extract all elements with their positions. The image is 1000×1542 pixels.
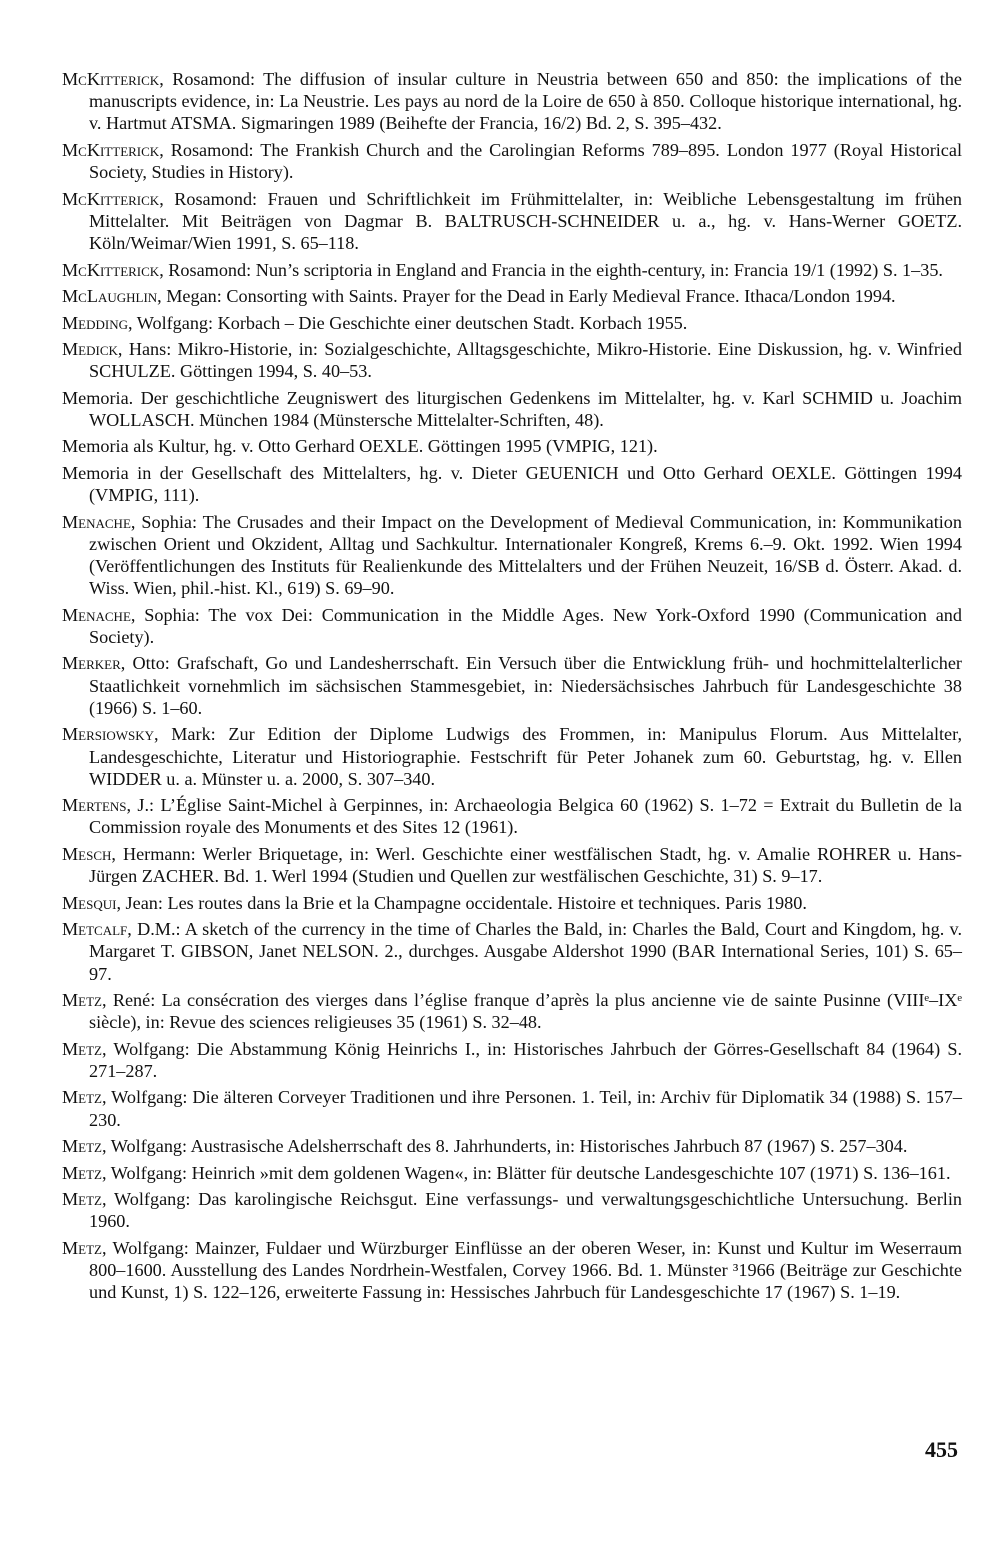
bibliography-entry [62,285,962,307]
entry-text: , Wolfgang: Austrasische Adelsherrschaft des 8. Jahrhunderts, in: Historisches Jahrbuch 87 (1967) S. 257–304. [102,1136,908,1157]
entry-text: , Wolfgang: Korbach – Die Geschichte einer deutschen Stadt. Korbach 1955. [128,312,688,333]
bibliography-entry [62,312,962,334]
entry-author: Menache [62,604,131,625]
bibliography-entry [62,338,962,382]
entry-text: , Sophia: The Crusades and their Impact on the Development of Medieval Communication, in: Kommunikation zwischen Orient und Okzident, Alltag und Sachkultur. Internationaler Kongreß, Krems 6.–9. Okt. 1992. Wien 1994 (Veröffentlichungen des Instituts für Realienkunde des Mittelalters und der Frühen Neuzeit, 16/SB d. Österr. Akad. d. Wiss. Wien, phil.-hist. Kl., 619) S. 69–90. [89,511,962,599]
entry-text: , Wolfgang: Die älteren Corveyer Traditionen und ihre Personen. 1. Teil, in: Archiv für Diplomatik 34 (1988) S. 157–230. [89,1087,962,1130]
bibliography-entry [62,843,962,887]
entry-text: , Wolfgang: Mainzer, Fuldaer und Würzburger Einflüsse an der oberen Weser, in: Kunst und Kultur im Weserraum 800–1600. Ausstellung des Landes Nordrhein-Westfalen, Corvey 1966. Bd. 1. Münster ³1966 (Beiträge zur Geschichte und Kunst, 1) S. 122–126, erweiterte Fassung in: Hessisches Jahrbuch für Landesgeschichte 17 (1967) S. 1–19. [89,1237,962,1303]
entry-text: , Otto: Grafschaft, Go und Landesherrschaft. Ein Versuch über die Entwicklung früh- und hochmittelalterlicher Staatlichkeit vornehmlich im sächsischen Stammesgebiet, in: Niedersächsisches Jahrbuch für Landesgeschichte 38 (1966) S. 1–60. [89,653,962,718]
page-number: 455 [925,1437,958,1462]
bibliography-entry [62,511,962,600]
entry-author: Menache [62,511,131,532]
entry-author: Merker [62,653,121,674]
bibliography-entry [62,68,962,135]
entry-author: Metz [62,1189,102,1210]
entry-text: , Wolfgang: Das karolingische Reichsgut. Eine verfassungs- und verwaltungsgeschichtliche Untersuchung. Berlin 1960. [89,1189,962,1232]
entry-author: Mersiowsky [62,724,155,745]
entry-author: McKitterick [62,259,160,280]
bibliography-entry [62,188,962,255]
entry-text: , Sophia: The vox Dei: Communication in the Middle Ages. New York-Oxford 1990 (Communication and Society). [89,604,962,647]
entry-text: Memoria. Der geschichtliche Zeugniswert des liturgischen Gedenkens im Mittelalter, hg. v. Karl SCHMID u. Joachim WOLLASCH. München 1984 (Münstersche Mittelalter-Schriften, 48). [62,387,962,430]
entry-text: , J.: L’Église Saint-Michel à Gerpinnes, in: Archaeologia Belgica 60 (1962) S. 1–72 = Extrait du Bulletin de la Commission royale des Monuments et des Sites 12 (1961). [89,795,962,838]
entry-text: , Wolfgang: Heinrich »mit dem goldenen Wagen«, in: Blätter für deutsche Landesgeschichte 107 (1971) S. 136–161. [102,1162,951,1183]
bibliography-entry [62,1135,962,1157]
bibliography-entry [62,462,962,506]
entry-author: Metz [62,990,102,1011]
bibliography-entry [62,387,962,431]
bibliography-entry [62,794,962,838]
entry-author: McKitterick [62,188,160,209]
entry-text: , René: La consécration des vierges dans l’église franque d’après la plus ancienne vie de sainte Pusinne (VIIIᵉ–IXᵉ siècle), in: Revue des sciences religieuses 35 (1961) S. 32–48. [89,990,962,1033]
entry-author: McKitterick [62,139,160,160]
entry-author: Medding [62,312,128,333]
entry-author: Metz [62,1087,102,1108]
bibliography-entry [62,892,962,914]
bibliography-entry [62,1038,962,1082]
entry-text: , Megan: Consorting with Saints. Prayer for the Dead in Early Medieval France. Ithaca/London 1994. [157,286,896,307]
entry-text: , Hans: Mikro-Historie, in: Sozialgeschichte, Alltagsgeschichte, Mikro-Historie. Eine Diskussion, hg. v. Winfried SCHULZE. Göttingen 1994, S. 40–53. [89,339,962,382]
bibliography-entry [62,259,962,281]
bibliography-entry [62,1237,962,1304]
entry-author: Metz [62,1162,102,1183]
entry-author: McKitterick [62,69,160,89]
entry-text: , Mark: Zur Edition der Diplome Ludwigs des Frommen, in: Manipulus Florum. Aus Mittelalter, Landesgeschichte, Literatur und Historiographie. Festschrift für Peter Johanek zum 60. Geburtstag, hg. v. Ellen WIDDER u. a. Münster u. a. 2000, S. 307–340. [89,724,962,789]
bibliography-entry [62,918,962,985]
entry-text: , Hermann: Werler Briquetage, in: Werl. Geschichte einer westfälischen Stadt, hg. v. Amalie ROHRER u. Hans-Jürgen ZACHER. Bd. 1. Werl 1994 (Studien und Quellen zur westfälischen Geschichte, 31) S. 9–17. [89,843,962,887]
entry-text: Memoria als Kultur, hg. v. Otto Gerhard OEXLE. Göttingen 1995 (VMPIG, 121). [62,436,658,457]
bibliography-entry [62,139,962,183]
entry-author: Metz [62,1136,102,1157]
bibliography-entry [62,1086,962,1130]
bibliography-entry [62,1188,962,1232]
entry-text: , Jean: Les routes dans la Brie et la Champagne occidentale. Histoire et techniques. Paris 1980. [116,892,807,913]
bibliography-entry [62,989,962,1033]
entry-text: , Rosamond: Frauen und Schriftlichkeit im Frühmittelalter, in: Weibliche Lebensgestaltung im frühen Mittelalter. Mit Beiträgen von Dagmar B. BALTRUSCH-SCHNEIDER u. a., hg. v. Hans-Werner GOETZ. Köln/Weimar/Wien 1991, S. 65–118. [89,188,962,254]
entry-author: Mesch [62,843,112,864]
entry-text: , D.M.: A sketch of the currency in the time of Charles the Bald, in: Charles the Bald, Court and Kingdom, hg. v. Margaret T. GIBSON, Janet NELSON. 2., durchges. Ausgabe Aldershot 1990 (BAR International Series, 101) S. 65–97. [89,919,962,984]
bibliography-list [62,68,962,1308]
entry-author: Mesqui [62,892,117,913]
entry-author: Metz [62,1237,102,1258]
entry-text: , Wolfgang: Die Abstammung König Heinrichs I., in: Historisches Jahrbuch der Görres-Gesellschaft 84 (1964) S. 271–287. [89,1038,962,1081]
entry-author: Metcalf [62,919,128,940]
entry-text: Memoria in der Gesellschaft des Mittelalters, hg. v. Dieter GEUENICH und Otto Gerhard OEXLE. Göttingen 1994 (VMPIG, 111). [62,462,962,506]
bibliography-entry [62,652,962,719]
entry-text: , Rosamond: The diffusion of insular culture in Neustria between 650 and 850: the implications of the manuscripts evidence, in: La Neustrie. Les pays au nord de la Loire de 650 à 850. Colloque historique international, hg. v. Hartmut ATSMA. Sigmaringen 1989 (Beihefte der Francia, 16/2) Bd. 2, S. 395–432. [89,69,962,134]
entry-author: Mertens [62,795,127,816]
entry-text: , Rosamond: Nun’s scriptoria in England and Francia in the eighth-century, in: Francia 19/1 (1992) S. 1–35. [159,259,943,280]
bibliography-entry [62,1162,962,1184]
bibliography-entry [62,604,962,648]
entry-author: Metz [62,1038,102,1059]
entry-text: , Rosamond: The Frankish Church and the Carolingian Reforms 789–895. London 1977 (Royal Historical Society, Studies in History). [89,139,962,183]
bibliography-entry [62,723,962,790]
entry-author: Medick [62,339,118,360]
entry-author: McLaughlin [62,286,158,307]
bibliography-entry [62,435,962,457]
